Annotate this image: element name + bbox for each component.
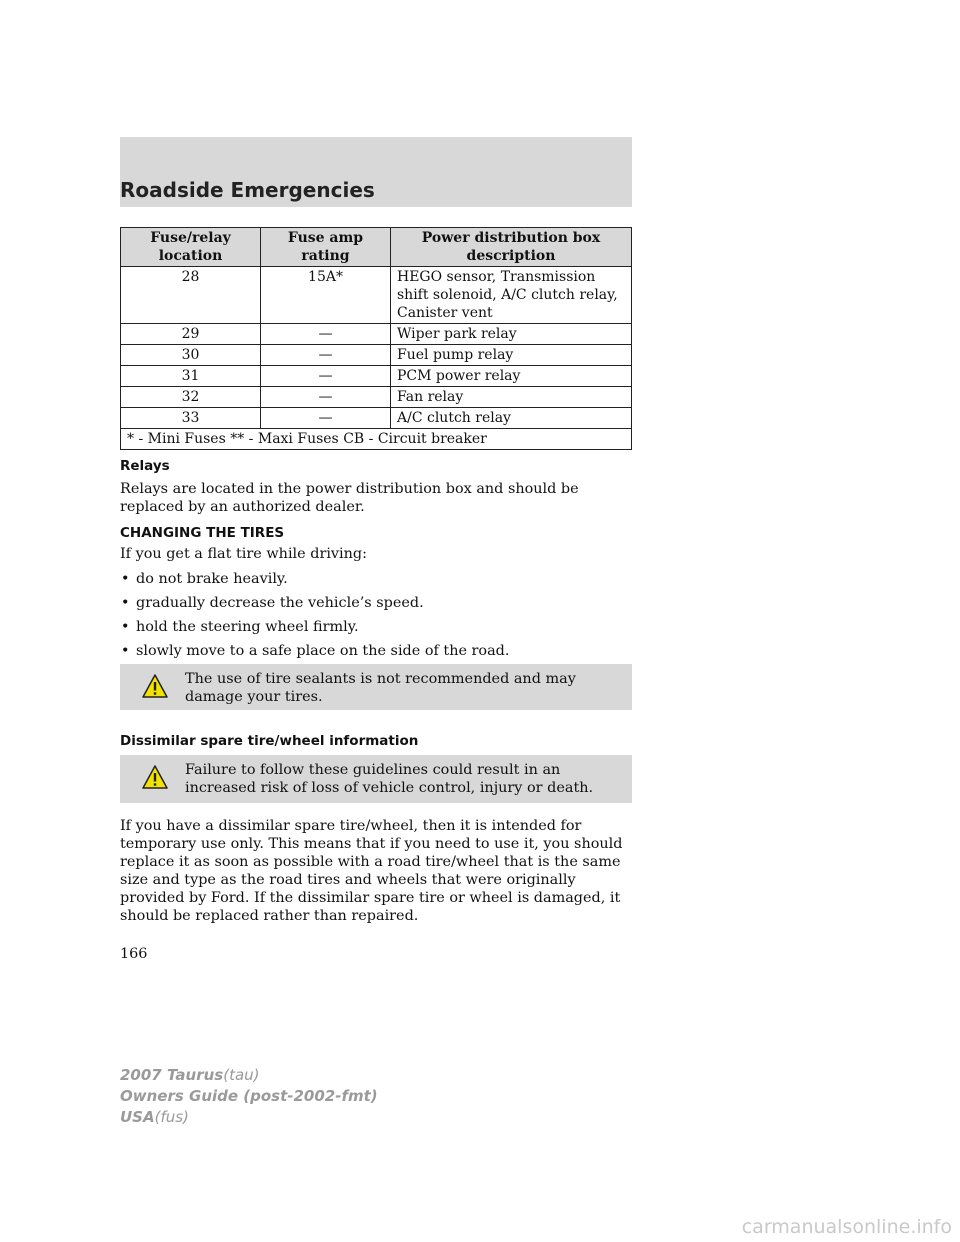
- table-footnote: * - Mini Fuses ** - Maxi Fuses CB - Circuit breaker: [121, 429, 632, 450]
- cell-location: 30: [121, 345, 261, 366]
- footer-market: USA(fus): [120, 1108, 189, 1126]
- bullet-icon: •: [121, 595, 130, 611]
- page-number: 166: [120, 946, 148, 962]
- warning-icon: [142, 765, 168, 789]
- relays-heading: Relays: [120, 458, 170, 474]
- bullet-icon: •: [121, 571, 130, 587]
- table-row: [121, 324, 632, 345]
- bullet-icon: •: [121, 619, 130, 635]
- warning-icon: [142, 674, 168, 698]
- table-row: [121, 267, 632, 324]
- table-row: [121, 408, 632, 429]
- cell-description: HEGO sensor, Transmission shift solenoid, A/C clutch relay, Canister vent: [391, 267, 632, 324]
- cell-description: A/C clutch relay: [391, 408, 632, 429]
- table-row: [121, 387, 632, 408]
- cell-location: 33: [121, 408, 261, 429]
- footer-guide: Owners Guide (post-2002-fmt): [120, 1087, 378, 1105]
- fuse-table: [120, 227, 632, 450]
- tires-heading: CHANGING THE TIRES: [120, 525, 285, 541]
- cell-rating: —: [261, 345, 391, 366]
- cell-rating: —: [261, 324, 391, 345]
- cell-description: Fan relay: [391, 387, 632, 408]
- cell-rating: —: [261, 408, 391, 429]
- cell-rating: 15A*: [261, 267, 391, 324]
- tires-intro: If you get a flat tire while driving:: [120, 546, 367, 562]
- column-header-location: Fuse/relay location: [121, 228, 261, 267]
- sealant-warning-text: The use of tire sealants is not recommended and may damage your tires.: [185, 671, 576, 705]
- tire-tips-list: [120, 570, 632, 666]
- list-item: • gradually decrease the vehicle’s speed.: [121, 595, 424, 611]
- sealant-warning-box: [120, 664, 632, 710]
- spare-warning-text: Failure to follow these guidelines could result in an increased risk of loss of vehicle control, injury or death.: [185, 762, 594, 796]
- footer-model: 2007 Taurus(tau): [120, 1066, 260, 1084]
- cell-location: 28: [121, 267, 261, 324]
- spare-heading: Dissimilar spare tire/wheel information: [120, 733, 419, 749]
- watermark: carmanualsonline.info: [741, 1216, 952, 1238]
- spare-text: If you have a dissimilar spare tire/wheel, then it is intended for temporary use only. This means that if you need to use it, you should replace it as soon as possible with a road tire/wheel that is the same size and type as the road tires and wheels that were originally provided by Ford. If the dissimilar spare tire or wheel is damaged, it should be replaced rather than repaired.: [120, 818, 623, 924]
- cell-location: 32: [121, 387, 261, 408]
- table-footnote-row: [121, 429, 632, 450]
- cell-rating: —: [261, 366, 391, 387]
- cell-description: Wiper park relay: [391, 324, 632, 345]
- table-row: [121, 345, 632, 366]
- cell-location: 29: [121, 324, 261, 345]
- section-title: Roadside Emergencies: [120, 178, 375, 202]
- bullet-icon: •: [121, 643, 130, 659]
- column-header-description: Power distribution box description: [391, 228, 632, 267]
- cell-description: Fuel pump relay: [391, 345, 632, 366]
- list-item: • do not brake heavily.: [121, 571, 288, 587]
- column-header-rating: Fuse amp rating: [261, 228, 391, 267]
- spare-warning-box: [120, 755, 632, 803]
- list-item: • hold the steering wheel firmly.: [121, 619, 359, 635]
- cell-location: 31: [121, 366, 261, 387]
- cell-rating: —: [261, 387, 391, 408]
- relays-text: Relays are located in the power distribution box and should be replaced by an authorized dealer.: [120, 481, 579, 515]
- list-item: • slowly move to a safe place on the side of the road.: [121, 643, 510, 659]
- table-header-row: [121, 228, 632, 267]
- cell-description: PCM power relay: [391, 366, 632, 387]
- table-row: [121, 366, 632, 387]
